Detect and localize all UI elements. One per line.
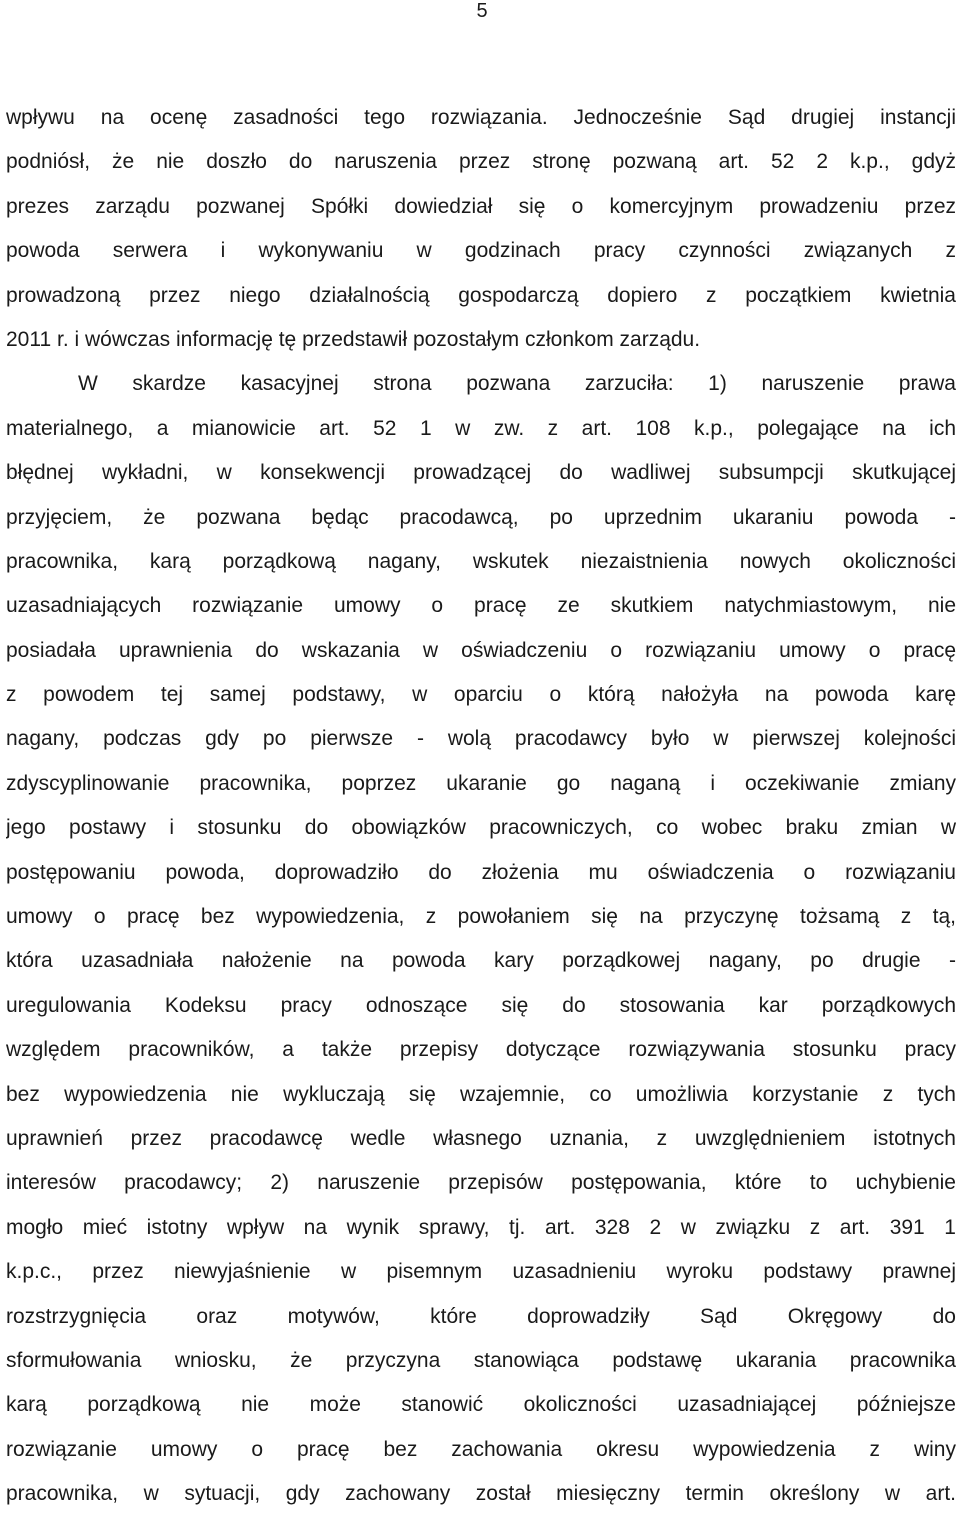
text-line: jego postawy i stosunku do obowiązków pracowniczych, co wobec braku zmian w: [6, 816, 956, 840]
text-line: interesów pracodawcy; 2) naruszenie przepisów postępowania, które to uchybienie: [6, 1171, 956, 1195]
text-line: postępowaniu powoda, doprowadziło do złożenia mu oświadczenia o rozwiązaniu: [6, 860, 956, 884]
text-line: błędnej wykładni, w konsekwencji prowadzącej do wadliwej subsumpcji skutkującej: [6, 461, 956, 485]
text-line: sformułowania wniosku, że przyczyna stanowiąca podstawę ukarania pracownika: [6, 1348, 956, 1372]
text-line: przyjęciem, że pozwana będąc pracodawcą, po uprzednim ukaraniu powoda -: [6, 505, 956, 529]
text-line: k.p.c., przez niewyjaśnienie w pisemnym uzasadnieniu wyroku podstawy prawnej: [6, 1260, 956, 1284]
text-line: karą porządkową nie może stanowić okoliczności uzasadniającej późniejsze: [6, 1393, 956, 1417]
text-line: z powodem tej samej podstawy, w oparciu o którą nałożyła na powoda karę: [6, 683, 956, 707]
text-line: pracownika, w sytuacji, gdy zachowany został miesięczny termin określony w art.: [6, 1482, 956, 1506]
text-line: która uzasadniała nałożenie na powoda kary porządkowej nagany, po drugie -: [6, 949, 956, 973]
text-line: powoda serwera i wykonywaniu w godzinach pracy czynności związanych z: [6, 239, 956, 263]
text-line: wpływu na ocenę zasadności tego rozwiązania. Jednocześnie Sąd drugiej instancji: [6, 106, 956, 129]
document-body: [6, 96, 956, 1517]
text-line: posiadała uprawnienia do wskazania w oświadczeniu o rozwiązaniu umowy o pracę: [6, 638, 956, 662]
text-line: uprawnień przez pracodawcę wedle własnego uznania, z uwzględnieniem istotnych: [6, 1126, 956, 1150]
text-line: rozstrzygnięcia oraz motywów, które doprowadziły Sąd Okręgowy do: [6, 1304, 956, 1328]
text-line: uzasadniających rozwiązanie umowy o pracę ze skutkiem natychmiastowym, nie: [6, 594, 956, 618]
text-line: bez wypowiedzenia nie wykluczają się wzajemnie, co umożliwia korzystanie z tych: [6, 1082, 956, 1106]
text-line: pracownika, karą porządkową nagany, wskutek niezaistnienia nowych okoliczności: [6, 549, 956, 573]
text-line: mogło mieć istotny wpływ na wynik sprawy, tj. art. 328 2 w związku z art. 391 1: [6, 1215, 956, 1239]
text-line: podniósł, że nie doszło do naruszenia przez stronę pozwaną art. 52 2 k.p., gdyż: [6, 150, 956, 174]
text-line: materialnego, a mianowicie art. 52 1 w zw. z art. 108 k.p., polegające na ich: [6, 416, 956, 440]
text-line: względem pracowników, a także przepisy dotyczące rozwiązywania stosunku pracy: [6, 1038, 956, 1062]
text-line: uregulowania Kodeksu pracy odnoszące się do stosowania kar porządkowych: [6, 993, 956, 1017]
text-line: rozwiązanie umowy o pracę bez zachowania okresu wypowiedzenia z winy: [6, 1437, 956, 1461]
text-line: umowy o pracę bez wypowiedzenia, z powołaniem się na przyczynę tożsamą z tą,: [6, 905, 956, 929]
text-line: 2011 r. i wówczas informację tę przedstawił pozostałym członkom zarządu.: [6, 327, 701, 351]
text-line: W skardze kasacyjnej strona pozwana zarzuciła: 1) naruszenie prawa: [78, 372, 956, 396]
page-number: 5: [476, 0, 488, 22]
text-line: prezes zarządu pozwanej Spółki dowiedział się o komercyjnym prowadzeniu przez: [6, 194, 956, 218]
text-line: prowadzoną przez niego działalnością gospodarczą dopiero z początkiem kwietnia: [6, 283, 956, 307]
text-line: zdyscyplinowanie pracownika, poprzez ukaranie go naganą i oczekiwanie zmiany: [6, 771, 956, 795]
text-line: nagany, podczas gdy po pierwsze - wolą pracodawcy było w pierwszej kolejności: [6, 727, 956, 751]
